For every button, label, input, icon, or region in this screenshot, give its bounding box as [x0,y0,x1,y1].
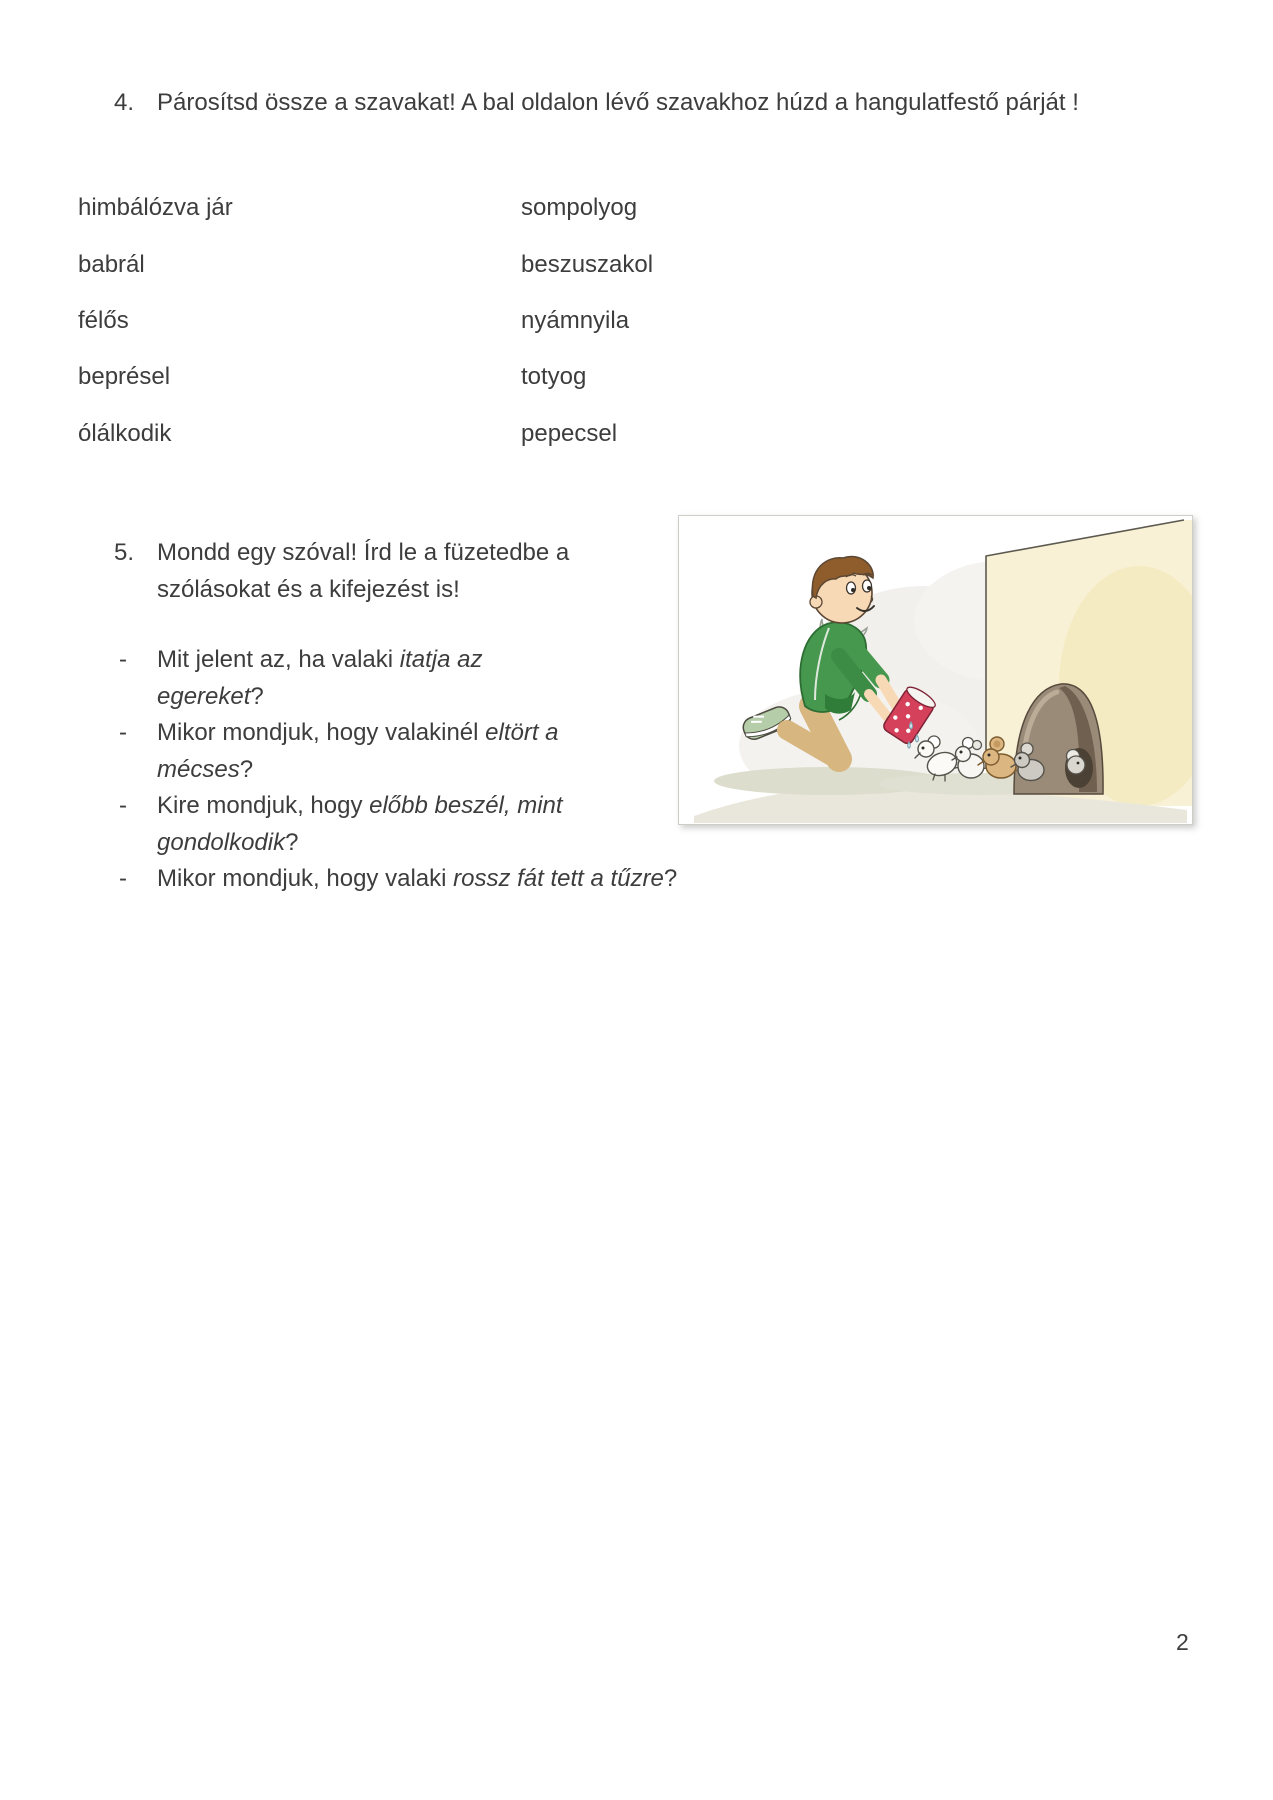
match-word-right[interactable]: sompolyog [521,194,638,222]
illustration-feeding-mice [679,516,1192,824]
question-item [114,642,774,715]
exercise5-instruction-line: szólásokat és a kifejezést is! [157,576,460,603]
question-text: Mit jelent az, ha valaki itatja az egereket? [157,646,483,710]
question-item [114,788,774,861]
match-word-right[interactable]: pepecsel [521,419,618,447]
match-word-left[interactable]: himbálózva jár [78,194,233,222]
question-text: Mikor mondjuk, hogy valaki rossz fát tett a tűzre? [157,865,678,892]
bullet-dash: - [119,865,127,892]
illustration-frame [678,515,1193,825]
exercise5-instruction-line: Mondd egy szóval! Írd le a füzetedbe a [157,539,570,566]
bullet-dash: - [119,719,127,746]
matching-word-list [78,180,653,462]
question-item [114,715,774,788]
match-word-right[interactable]: totyog [521,363,587,391]
bullet-dash: - [119,792,127,819]
bullet-dash: - [119,646,127,673]
exercise5-heading [114,534,774,608]
exercise4-heading [114,88,1079,118]
exercise5-block [114,534,774,898]
exercise5-instruction [157,534,569,608]
match-word-left[interactable]: félős [78,306,129,334]
match-word-left[interactable]: beprésel [78,363,171,391]
exercise5-number: 5. [114,539,135,566]
match-word-left[interactable]: ólálkodik [78,419,172,447]
exercise4-number: 4. [114,89,135,116]
match-word-right[interactable]: nyámnyila [521,306,630,334]
exercise5-question-list [114,642,774,898]
exercise4-instruction: Párosítsd össze a szavakat! A bal oldalon lévő szavakhoz húzd a hangulatfestő párját ! [157,89,1079,116]
match-word-right[interactable]: beszuszakol [521,250,654,278]
page-number: 2 [1176,1629,1189,1655]
question-text: Mikor mondjuk, hogy valakinél eltört a mécses? [157,719,559,783]
match-word-left[interactable]: babrál [78,250,145,278]
question-item [114,861,774,898]
question-text: Kire mondjuk, hogy előbb beszél, mint gondolkodik? [157,792,563,856]
